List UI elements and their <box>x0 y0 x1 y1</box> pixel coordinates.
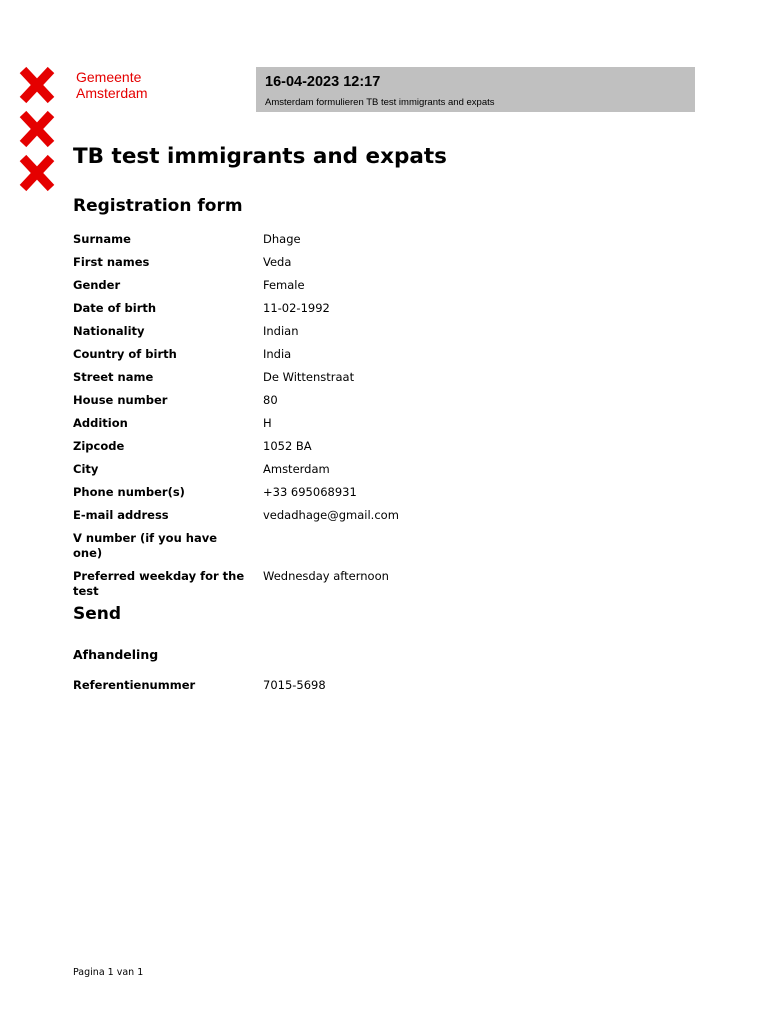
field-label: Date of birth <box>73 301 157 315</box>
field-label: Preferred weekday for the test <box>73 569 245 598</box>
field-label: V number (if you have one) <box>73 531 218 560</box>
field-row-nationality <box>73 324 693 339</box>
andreas-cross-icon <box>17 66 57 104</box>
registration-fields <box>73 232 693 607</box>
field-label: Country of birth <box>73 347 177 361</box>
field-value: Indian <box>263 324 299 338</box>
field-value: Female <box>263 278 305 292</box>
field-value: Veda <box>263 255 292 269</box>
field-value: +33 695068931 <box>263 485 357 499</box>
field-row-gender <box>73 278 693 293</box>
reference-number-row <box>73 678 326 693</box>
header-subtitle: Amsterdam formulieren TB test immigrants and expats <box>265 97 495 108</box>
field-value: vedadhage@gmail.com <box>263 508 399 522</box>
logo-wordmark <box>76 69 148 101</box>
andreas-cross-icon <box>17 154 57 192</box>
reference-number-label: Referentienummer <box>73 678 196 692</box>
header-datetime: 16-04-2023 12:17 <box>265 74 381 90</box>
field-label: House number <box>73 393 168 407</box>
send-title: Send <box>73 604 122 624</box>
field-value: H <box>263 416 272 430</box>
section-title: Registration form <box>73 196 243 216</box>
field-row-email-address <box>73 508 693 523</box>
logo-line-1: Gemeente <box>76 69 142 85</box>
field-value: De Wittenstraat <box>263 370 355 384</box>
field-value: 1052 BA <box>263 439 312 453</box>
andreas-cross-icon <box>17 110 57 148</box>
field-row-zipcode <box>73 439 693 454</box>
field-value: Dhage <box>263 232 301 246</box>
amsterdam-logo <box>17 66 59 198</box>
field-row-city <box>73 462 693 477</box>
field-label: Street name <box>73 370 154 384</box>
field-row-phone-numbers <box>73 485 693 500</box>
field-label: First names <box>73 255 150 269</box>
field-label: City <box>73 462 99 476</box>
field-row-first-names <box>73 255 693 270</box>
page-footer: Pagina 1 van 1 <box>73 967 144 978</box>
field-value: 11-02-1992 <box>263 301 330 315</box>
field-row-v-number <box>73 531 693 561</box>
field-value: Amsterdam <box>263 462 330 476</box>
field-label: Nationality <box>73 324 145 338</box>
field-label: Addition <box>73 416 128 430</box>
field-row-street-name <box>73 370 693 385</box>
field-row-date-of-birth <box>73 301 693 316</box>
field-row-preferred-weekday <box>73 569 693 599</box>
header-box <box>256 67 695 112</box>
field-value: India <box>263 347 292 361</box>
field-label: Phone number(s) <box>73 485 185 499</box>
field-row-house-number <box>73 393 693 408</box>
field-label: Zipcode <box>73 439 125 453</box>
field-value: Wednesday afternoon <box>263 569 389 583</box>
handling-heading: Afhandeling <box>73 647 159 662</box>
logo-line-2: Amsterdam <box>76 85 148 101</box>
field-row-surname <box>73 232 693 247</box>
field-row-addition <box>73 416 693 431</box>
field-label: E-mail address <box>73 508 169 522</box>
field-value: 80 <box>263 393 278 407</box>
field-label: Gender <box>73 278 121 292</box>
field-label: Surname <box>73 232 131 246</box>
field-row-country-of-birth <box>73 347 693 362</box>
page-title: TB test immigrants and expats <box>73 144 447 169</box>
reference-number-value: 7015-5698 <box>263 678 326 692</box>
